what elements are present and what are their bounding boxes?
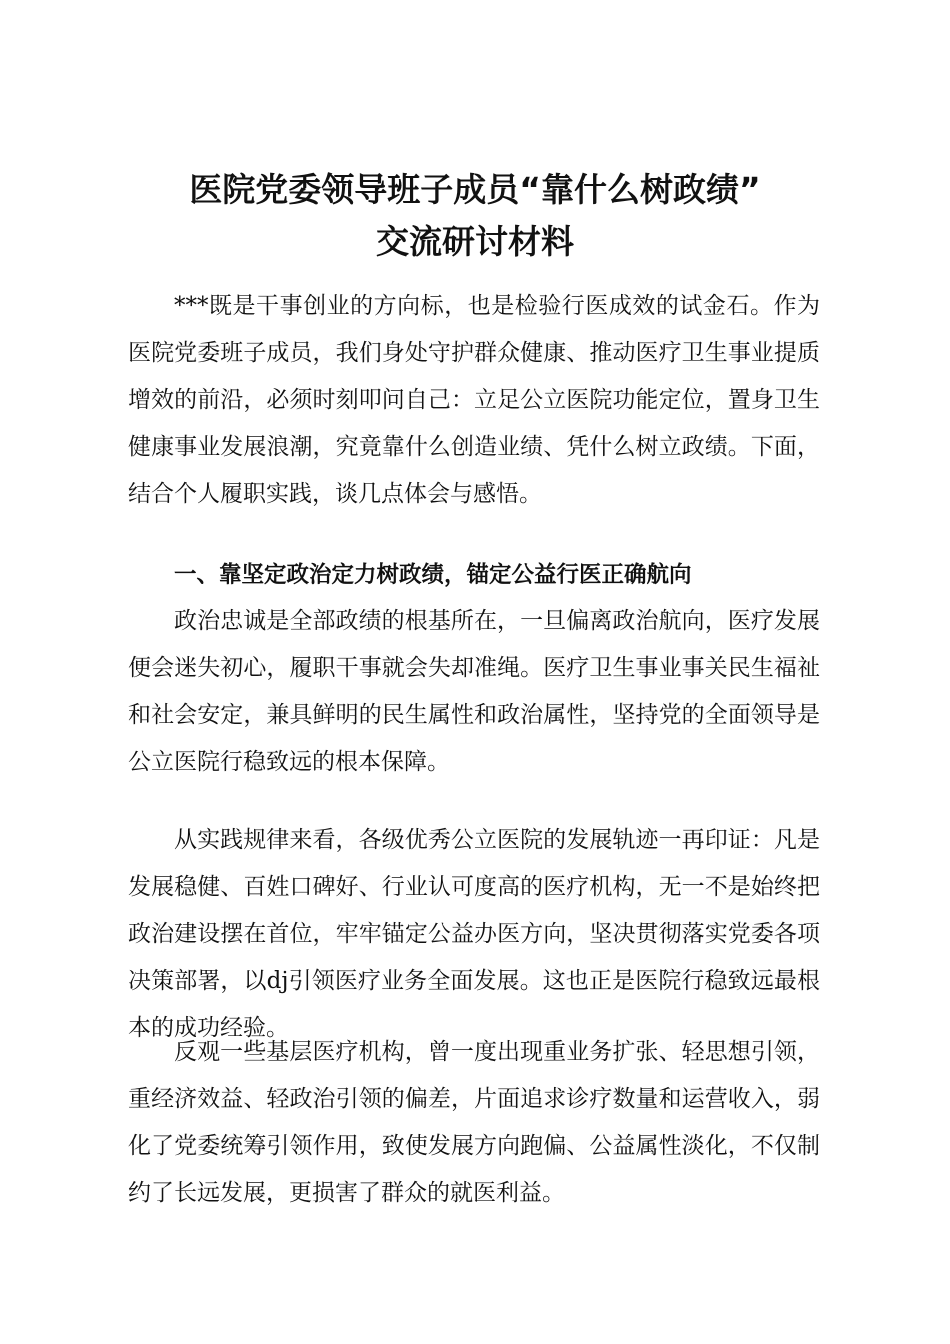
body-paragraph-1: 政治忠诚是全部政绩的根基所在，一旦偏离政治航向，医疗发展便会迷失初心，履职干事就会失却准绳。医疗卫生事业事关民生福祉和社会安定，兼具鲜明的民生属性和政治属性，坚持党的全面领导是公立医院行稳致远的根本保障。 <box>128 608 820 775</box>
document-title-line-2: 交流研讨材料 <box>376 222 574 261</box>
document-title-line-1: 医院党委领导班子成员“靠什么树政绩” <box>189 170 761 209</box>
section-heading-1: 一、靠坚定政治定力树政绩，锚定公益行医正确航向 <box>174 562 692 588</box>
body-paragraph-2: 从实践规律来看，各级优秀公立医院的发展轨迹一再印证：凡是发展稳健、百姓口碑好、行业认可度高的医疗机构，无一不是始终把政治建设摆在首位，牢牢锚定公益办医方向，坚决贯彻落实党委各项决策部署，以dj引领医疗业务全面发展。这也正是医院行稳致远最根本的成功经验。 <box>128 827 820 1041</box>
intro-paragraph: ***既是干事创业的方向标，也是检验行医成效的试金石。作为医院党委班子成员，我们身处守护群众健康、推动医疗卫生事业提质增效的前沿，必须时刻叩问自己：立足公立医院功能定位，置身卫生健康事业发展浪潮，究竟靠什么创造业绩、凭什么树立政绩。下面，结合个人履职实践，谈几点体会与感悟。 <box>128 293 820 507</box>
body-paragraph-3: 反观一些基层医疗机构，曾一度出现重业务扩张、轻思想引领，重经济效益、轻政治引领的偏差，片面追求诊疗数量和运营收入，弱化了党委统筹引领作用，致使发展方向跑偏、公益属性淡化，不仅制约了长远发展，更损害了群众的就医利益。 <box>128 1039 820 1206</box>
